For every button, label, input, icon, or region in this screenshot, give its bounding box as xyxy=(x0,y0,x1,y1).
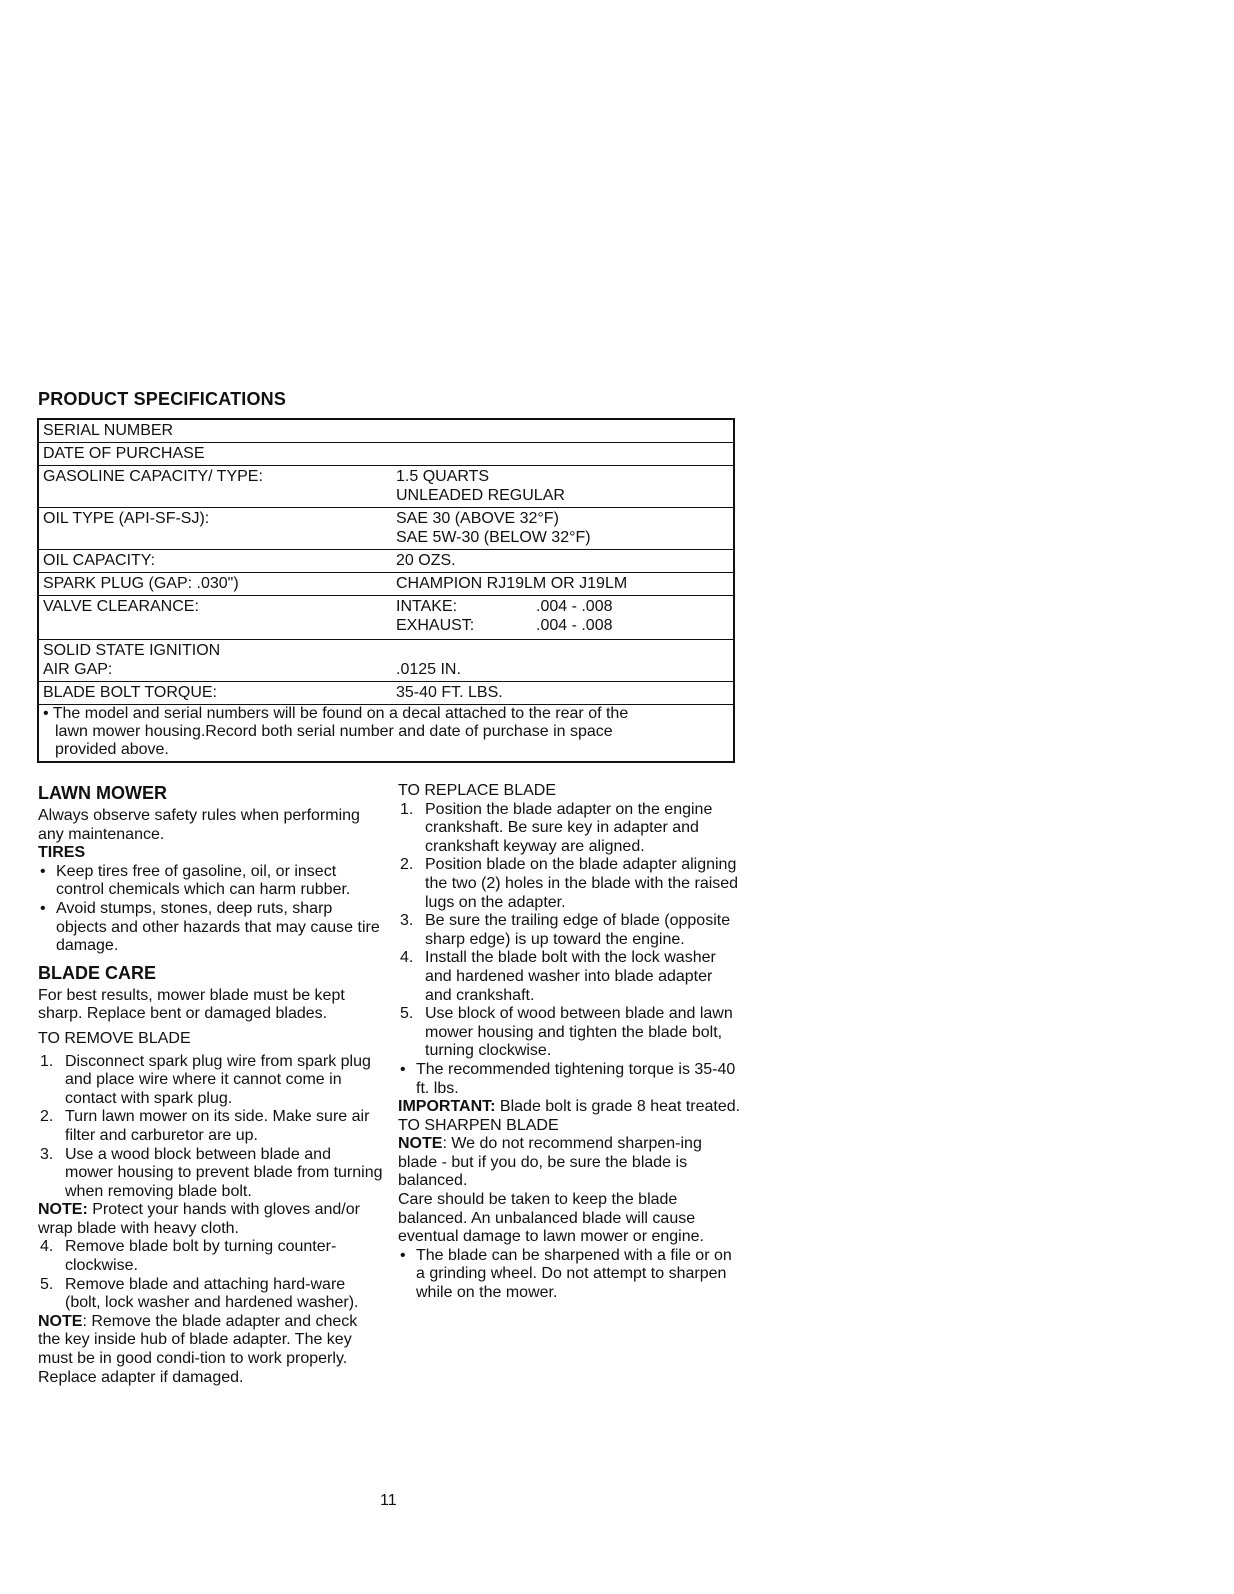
remove-steps-list xyxy=(38,1053,383,1202)
step-number: 3. xyxy=(40,1145,54,1163)
exhaust-label: EXHAUST: xyxy=(396,617,475,634)
sharpen-blade-heading: TO SHARPEN BLADE xyxy=(398,1116,559,1134)
step-text: Position blade on the blade adapter aligning the two (2) holes in the blade with the raised lugs on the adapter. xyxy=(425,856,739,911)
lawn-mower-heading: LAWN MOWER xyxy=(38,783,167,803)
step-number: 3. xyxy=(400,912,414,930)
right-column xyxy=(398,782,743,1303)
spec-row-serial xyxy=(38,419,734,443)
sharpen-list xyxy=(398,1247,743,1303)
spec-row-gasoline xyxy=(38,466,734,508)
spec-note-line: • The model and serial numbers will be found on a decal attached to the rear of the xyxy=(43,705,629,722)
step-number: 5. xyxy=(400,1005,414,1023)
replace-blade-heading: TO REPLACE BLADE xyxy=(398,782,556,799)
spec-value xyxy=(392,596,734,640)
blade-care-heading: BLADE CARE xyxy=(38,962,157,983)
spec-value: 20 OZS. xyxy=(392,550,734,573)
step-number: 2. xyxy=(400,856,414,874)
note-protect-hands xyxy=(38,1201,383,1238)
remove-blade-heading: TO REMOVE BLADE xyxy=(38,1029,191,1047)
spec-row-spark-plug xyxy=(38,573,734,596)
list-item xyxy=(38,1238,383,1275)
step-number: 1. xyxy=(40,1052,54,1070)
spec-value-spacer xyxy=(396,641,729,660)
tires-heading: TIRES xyxy=(38,844,86,862)
list-item xyxy=(398,912,743,949)
intake-label: INTAKE: xyxy=(396,598,458,615)
spec-value: 35-40 FT. LBS. xyxy=(392,682,734,705)
important-note xyxy=(398,1098,743,1117)
intake-value: .004 - .008 xyxy=(536,598,613,615)
list-item xyxy=(38,1108,383,1145)
list-item xyxy=(398,856,743,912)
spec-row-date xyxy=(38,443,734,466)
sharpen-note xyxy=(398,1135,743,1191)
spec-label: BLADE BOLT TORQUE: xyxy=(38,682,392,705)
step-text: Remove blade and attaching hard-ware (bolt, lock washer and hardened washer). xyxy=(65,1275,359,1312)
step-text: Be sure the trailing edge of blade (opposite sharp edge) is up toward the engine. xyxy=(425,912,731,948)
spec-value xyxy=(392,508,734,550)
spec-note-row xyxy=(38,705,734,763)
spec-value xyxy=(392,419,734,443)
spec-value-line: UNLEADED REGULAR xyxy=(396,487,565,504)
step-text: Use a wood block between blade and mower housing to prevent blade from turning when removing blade bolt. xyxy=(65,1145,383,1200)
step-text: Remove blade bolt by turning counter-clockwise. xyxy=(65,1238,337,1275)
step-text: Use block of wood between blade and lawn mower housing and tighten the blade bolt, turning clockwise. xyxy=(425,1005,733,1060)
step-number: 4. xyxy=(40,1238,54,1256)
spec-value xyxy=(392,466,734,508)
spec-label: VALVE CLEARANCE: xyxy=(38,596,392,640)
page-title: PRODUCT SPECIFICATIONS xyxy=(38,389,287,409)
spec-value-line: SAE 5W-30 (BELOW 32°F) xyxy=(396,529,591,546)
spec-value xyxy=(392,443,734,466)
left-column xyxy=(38,782,383,1387)
note-label: NOTE: xyxy=(38,1201,88,1219)
spec-label xyxy=(38,640,392,682)
step-number: 1. xyxy=(400,800,414,818)
care-text: Care should be taken to keep the blade balanced. An unbalanced blade will cause eventual damage to lawn mower or engine. xyxy=(398,1191,704,1246)
note-text: : We do not recommend sharpen-ing blade - but if you do, be sure the blade is balanced. xyxy=(398,1135,702,1190)
spec-row-blade-torque xyxy=(38,682,734,705)
spec-note-line: provided above. xyxy=(55,741,169,758)
step-text: Disconnect spark plug wire from spark plug and place wire where it cannot come in contact with spark plug. xyxy=(65,1052,371,1107)
list-item: • The blade can be sharpened with a file or on a grinding wheel. Do not attempt to sharpen while on the mower. xyxy=(398,1247,743,1303)
spec-label: OIL TYPE (API-SF-SJ): xyxy=(38,508,392,550)
spec-label-line: SOLID STATE IGNITION xyxy=(43,642,221,659)
spec-label: OIL CAPACITY: xyxy=(38,550,392,573)
spec-value-line: 1.5 QUARTS xyxy=(396,468,490,485)
spec-value-line: SAE 30 (ABOVE 32°F) xyxy=(396,510,559,527)
note-label: NOTE xyxy=(398,1135,443,1153)
step-text: Position the blade adapter on the engine crankshaft. Be sure key in adapter and crankshaft keyway are aligned. xyxy=(425,800,713,855)
list-item: • The recommended tightening torque is 35-40 ft. lbs. xyxy=(398,1061,743,1098)
step-text: Turn lawn mower on its side. Make sure air filter and carburetor are up. xyxy=(65,1108,370,1144)
note-blade-adapter xyxy=(38,1313,383,1387)
spec-label: SERIAL NUMBER xyxy=(38,419,392,443)
intake-row xyxy=(396,597,729,616)
tires-list xyxy=(38,863,383,956)
important-label: IMPORTANT: xyxy=(398,1098,496,1116)
step-number: 2. xyxy=(40,1108,54,1126)
spec-label: SPARK PLUG (GAP: .030") xyxy=(38,573,392,596)
replace-steps-list xyxy=(398,801,743,1061)
step-number: 5. xyxy=(40,1275,54,1293)
list-item xyxy=(398,1005,743,1061)
spec-label: DATE OF PURCHASE xyxy=(38,443,392,466)
step-text: Install the blade bolt with the lock washer and hardened washer into blade adapter and crankshaft. xyxy=(425,949,716,1004)
note-text: : Remove the blade adapter and check the key inside hub of blade adapter. The key must be in good condi-tion to work properly. Replace adapter if damaged. xyxy=(38,1312,358,1386)
spec-table xyxy=(37,418,735,763)
spec-note-line: lawn mower housing.Record both serial number and date of purchase in space xyxy=(55,723,613,740)
step-number: 4. xyxy=(400,949,414,967)
remove-steps-list-continued xyxy=(38,1238,383,1312)
list-item xyxy=(38,1146,383,1202)
list-item xyxy=(38,1053,383,1109)
spec-value xyxy=(392,640,734,682)
exhaust-row xyxy=(396,616,729,635)
spec-row-valve-clearance xyxy=(38,596,734,640)
important-text: Blade bolt is grade 8 heat treated. xyxy=(495,1098,741,1116)
list-item xyxy=(398,949,743,1005)
note-label: NOTE xyxy=(38,1312,83,1330)
page-number: 11 xyxy=(380,1492,397,1509)
spec-row-ignition xyxy=(38,640,734,682)
spec-value: CHAMPION RJ19LM OR J19LM xyxy=(392,573,734,596)
spec-row-oil-type xyxy=(38,508,734,550)
spec-label-line: AIR GAP: xyxy=(43,661,113,678)
list-item: • Avoid stumps, stones, deep ruts, sharp objects and other hazards that may cause tire damage. xyxy=(38,900,383,956)
list-item xyxy=(38,1276,383,1313)
spec-note xyxy=(38,705,734,763)
blade-care-text: For best results, mower blade must be kept sharp. Replace bent or damaged blades. xyxy=(38,986,345,1023)
spec-row-oil-capacity xyxy=(38,550,734,573)
note-text: Protect your hands with gloves and/or wrap blade with heavy cloth. xyxy=(38,1201,360,1237)
list-item: • Keep tires free of gasoline, oil, or insect control chemicals which can harm rubber. xyxy=(38,863,383,900)
exhaust-value: .004 - .008 xyxy=(536,617,613,634)
spec-label: GASOLINE CAPACITY/ TYPE: xyxy=(38,466,392,508)
list-item xyxy=(398,801,743,857)
lawn-mower-text: Always observe safety rules when performing any maintenance. xyxy=(38,807,360,843)
spec-value-line: .0125 IN. xyxy=(396,661,461,678)
torque-list xyxy=(398,1061,743,1098)
